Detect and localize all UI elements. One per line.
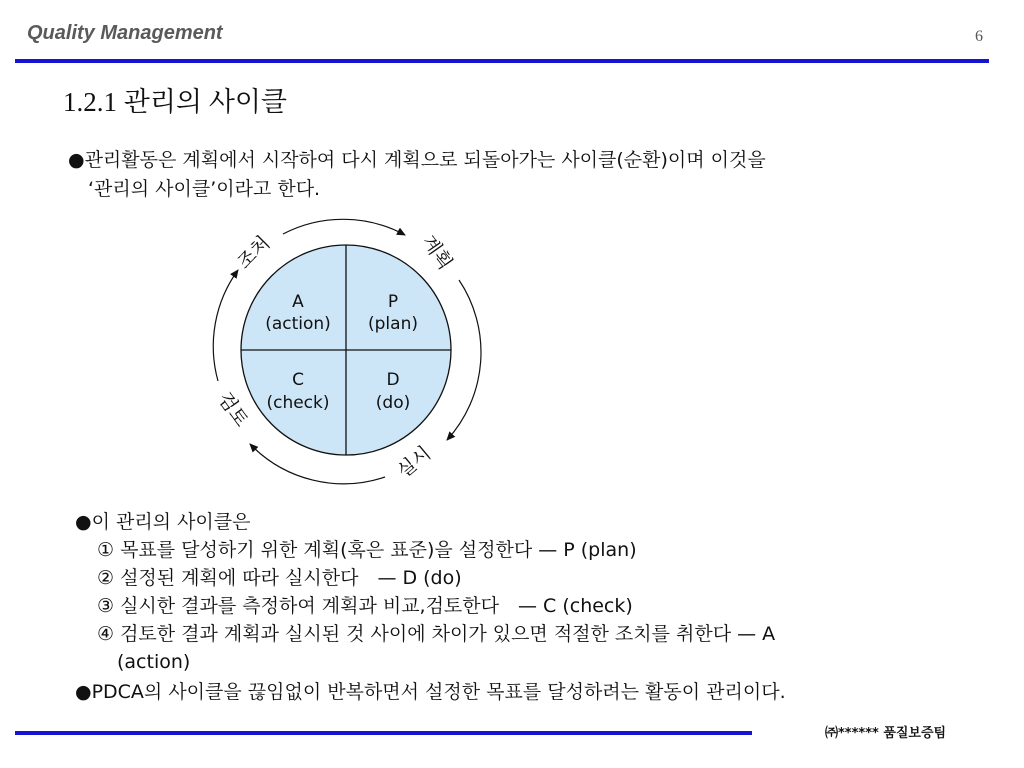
page-number: 6 [975,28,983,45]
list-item: ② 설정된 계획에 따라 실시한다 — D (do) [97,567,462,589]
label-plan: 계획 [417,231,457,274]
intro-line-2: ‘관리의 사이클’이라고 한다. [88,178,321,200]
quadrant-c-word: (check) [266,393,330,413]
quadrant-d-word: (do) [375,393,411,413]
cycle-steps-list [75,508,975,676]
arrow-plan-to-do [447,280,481,440]
quadrant-p-letter: P [387,292,399,312]
footer-rule [15,731,752,735]
steps-heading: ●이 관리의 사이클은 [75,511,251,533]
quadrant-c-letter: C [292,370,304,390]
arrow-action-to-plan [283,219,405,235]
label-do: 실시 [393,442,436,483]
list-item: ① 목표를 달성하기 위한 계획(혹은 표준)을 설정한다 — P (plan) [97,539,637,561]
quadrant-d-letter: D [386,370,400,390]
list-item: ④ 검토한 결과 계획과 실시된 것 사이에 차이가 있으면 적절한 조치를 취한다 — A [97,623,776,645]
arrow-check-to-action [213,270,238,381]
summary-paragraph: ●PDCA의 사이클을 끊임없이 반복하면서 설정한 목표를 달성하려는 활동이 관리이다. [75,681,786,703]
intro-line-1: ●관리활동은 계획에서 시작하여 다시 계획으로 되돌아가는 사이클(순환)이며 이것을 [68,149,766,171]
quadrant-a-letter: A [292,292,304,312]
quadrant-a-word: (action) [265,314,331,334]
label-action: 조처 [232,231,275,274]
footer-organization: ㈜****** 품질보증팀 [825,726,947,741]
label-check: 검토 [213,388,253,431]
quadrant-p-word: (plan) [368,314,418,334]
list-item-continuation: (action) [117,651,191,673]
list-item: ③ 실시한 결과를 측정하여 계획과 비교,검토한다 — C (check) [97,595,633,617]
section-title: 1.2.1 관리의 사이클 [63,87,287,117]
header-title: Quality Management [27,22,223,44]
